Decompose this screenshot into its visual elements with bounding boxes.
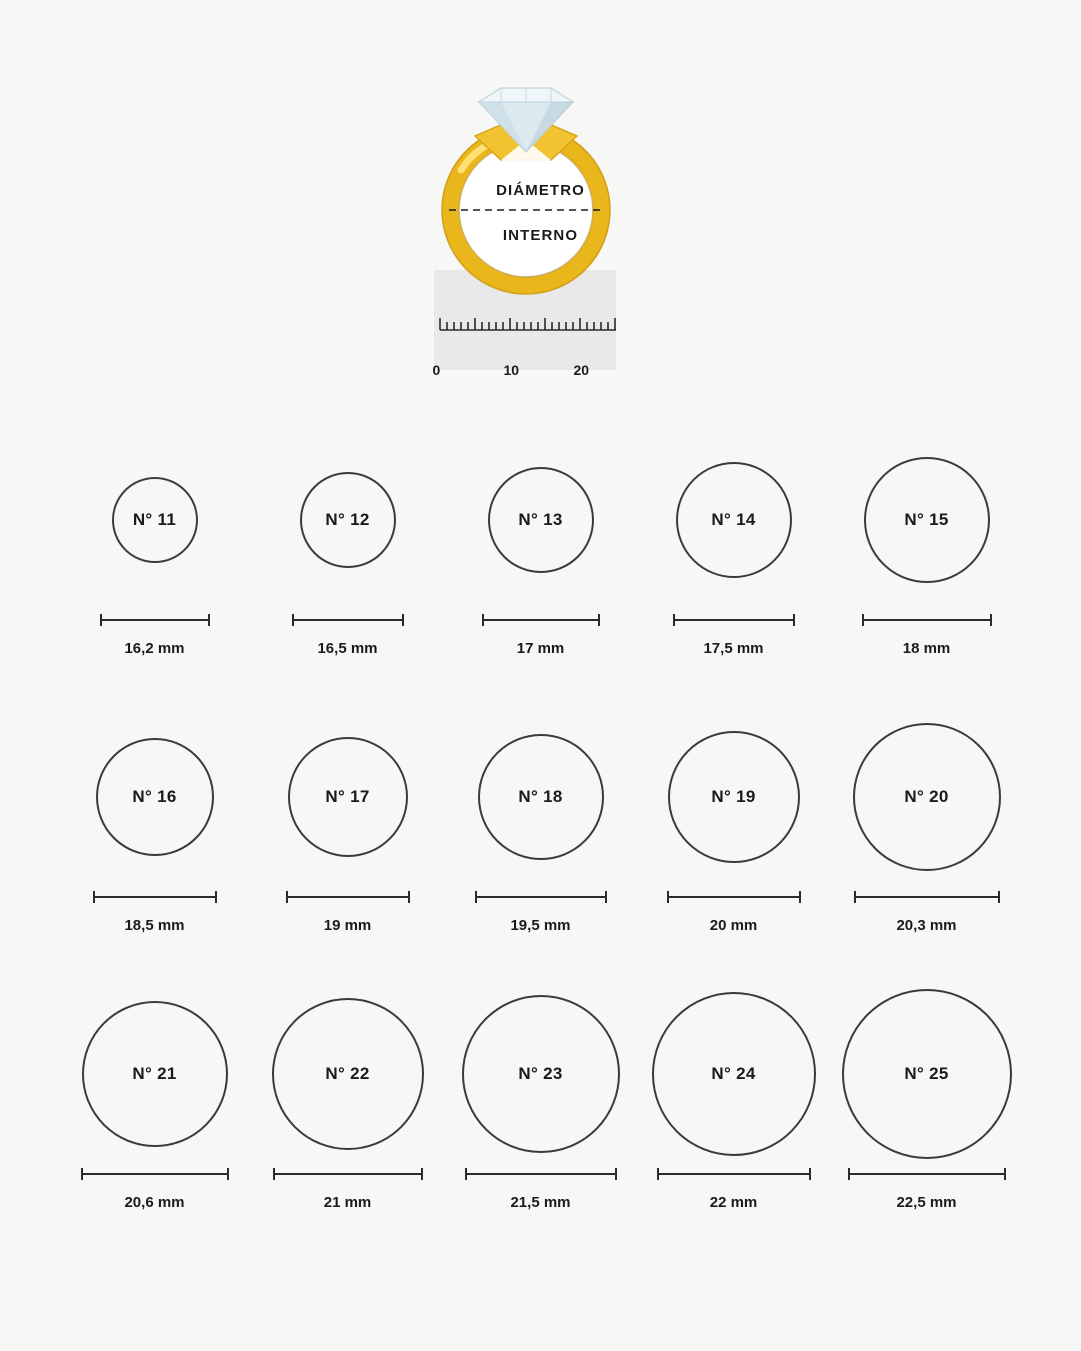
size-cell-14 — [641, 440, 826, 657]
size-cell-11 — [62, 440, 247, 657]
size-cell-18 — [448, 717, 633, 934]
size-mm: 20 mm — [709, 917, 758, 934]
size-circle — [676, 462, 792, 578]
size-cell-15 — [834, 440, 1019, 657]
size-cell-19 — [641, 717, 826, 934]
measure-bar — [448, 891, 633, 903]
measure-bar — [255, 614, 440, 626]
size-cell-22 — [255, 994, 440, 1211]
size-circle — [668, 731, 800, 863]
size-mm: 18 mm — [902, 640, 951, 657]
measure-bar — [641, 891, 826, 903]
size-cell-21 — [62, 994, 247, 1211]
size-label: N° 15 — [904, 510, 949, 529]
size-mm: 17 mm — [516, 640, 565, 657]
ring-illustration — [431, 40, 651, 400]
size-label: N° 22 — [325, 1064, 370, 1083]
size-label: N° 23 — [518, 1064, 563, 1083]
size-cell-23 — [448, 994, 633, 1211]
size-circle — [842, 989, 1012, 1159]
size-circle — [112, 477, 198, 563]
size-cell-24 — [641, 994, 826, 1211]
measure-bar — [448, 614, 633, 626]
size-mm: 19 mm — [323, 917, 372, 934]
size-circle — [272, 998, 424, 1150]
measure-bar — [62, 614, 247, 626]
ruler-tick-20: 20 — [573, 362, 590, 378]
size-circle — [288, 737, 408, 857]
size-circle — [300, 472, 396, 568]
size-cell-20 — [834, 717, 1019, 934]
size-label: N° 11 — [132, 510, 177, 529]
measure-bar — [834, 614, 1019, 626]
size-mm: 22 mm — [709, 1194, 758, 1211]
size-cell-25 — [834, 994, 1019, 1211]
size-mm: 20,3 mm — [896, 917, 957, 934]
measure-bar — [255, 891, 440, 903]
size-cell-16 — [62, 717, 247, 934]
size-circle — [82, 1001, 228, 1147]
ring-diagram — [0, 0, 1081, 430]
size-mm: 21 mm — [323, 1194, 372, 1211]
size-circle — [652, 992, 816, 1156]
size-mm: 16,2 mm — [124, 640, 185, 657]
size-circle — [96, 738, 214, 856]
size-row — [62, 994, 1019, 1211]
size-label: N° 17 — [325, 787, 370, 806]
size-mm: 18,5 mm — [124, 917, 185, 934]
measure-bar — [62, 891, 247, 903]
measure-bar — [448, 1168, 633, 1180]
size-mm: 17,5 mm — [703, 640, 764, 657]
size-row — [62, 440, 1019, 657]
size-mm: 19,5 mm — [510, 917, 571, 934]
size-label: N° 20 — [904, 787, 949, 806]
size-label: N° 19 — [711, 787, 756, 806]
ring-size-grid — [0, 440, 1081, 1271]
size-mm: 20,6 mm — [124, 1194, 185, 1211]
measure-bar — [641, 1168, 826, 1180]
size-label: N° 21 — [132, 1064, 177, 1083]
size-cell-17 — [255, 717, 440, 934]
size-circle — [853, 723, 1001, 871]
size-circle — [488, 467, 594, 573]
diameter-label-bottom: INTERNO — [502, 227, 579, 244]
size-cell-12 — [255, 440, 440, 657]
size-circle — [462, 995, 620, 1153]
size-label: N° 13 — [518, 510, 563, 529]
size-mm: 16,5 mm — [317, 640, 378, 657]
size-mm: 21,5 mm — [510, 1194, 571, 1211]
size-label: N° 25 — [904, 1064, 949, 1083]
size-label: N° 12 — [325, 510, 370, 529]
size-label: N° 24 — [711, 1064, 756, 1083]
size-row — [62, 717, 1019, 934]
measure-bar — [834, 1168, 1019, 1180]
measure-bar — [834, 891, 1019, 903]
measure-bar — [641, 614, 826, 626]
size-label: N° 16 — [132, 787, 177, 806]
size-label: N° 14 — [711, 510, 756, 529]
size-circle — [864, 457, 990, 583]
ruler-tick-10: 10 — [503, 362, 520, 378]
ruler-tick-0: 0 — [432, 362, 441, 378]
size-circle — [478, 734, 604, 860]
size-mm: 22,5 mm — [896, 1194, 957, 1211]
measure-bar — [62, 1168, 247, 1180]
diameter-label-top: DIÁMETRO — [496, 182, 585, 199]
measure-bar — [255, 1168, 440, 1180]
size-cell-13 — [448, 440, 633, 657]
size-label: N° 18 — [518, 787, 563, 806]
